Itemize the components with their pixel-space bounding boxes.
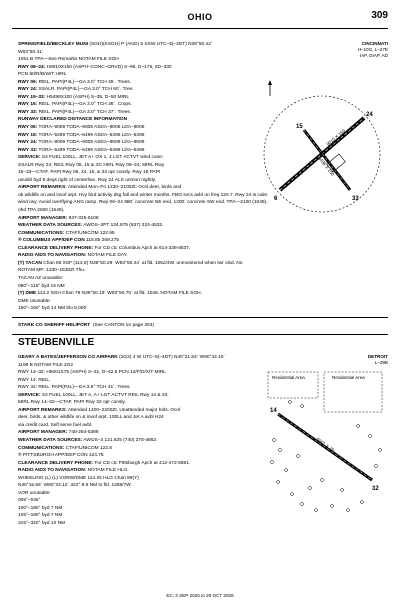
- springfield-line: ob wildlife on and invof arpt. Hvy bird activity dsg fall and winter months. FBO svcs avbl on freq 120.7. Rwy 24 is calm: [18, 192, 268, 198]
- springfield-line: RWY 15: REIL. PAPI(P4L)—GA 3.0° TCH 36´. Crops.: [18, 102, 132, 108]
- steubenville-line: ® PITTSBURGH APP/DEP CON 124.75: [18, 453, 104, 459]
- steubenville-line: WEATHER DATA SOURCES: AWOS–3 121.625 (740) 275-4862.: [18, 438, 158, 444]
- header-rule: [12, 28, 388, 29]
- steubenville-line: RWY 32: REIL. PAPI(P4L)—GA 3.6° TCH 41´. Trees.: [18, 385, 131, 391]
- residential-area-label-1: Residential Area: [272, 375, 305, 380]
- rwy-dim-14-32: 5001 X 75: [315, 436, 336, 453]
- springfield-chart: H–10G, L–27E: [357, 47, 388, 52]
- springfield-line: SSALR Rwy 24; REIL Rwy 06, 15 & 33; HIRL Rwy 06–24; MIRL Rwy: [18, 162, 165, 168]
- steubenville-line: deer, birds, & other wildlife on & invof arpt. 100LL and Jet A avbl H24: [18, 415, 164, 421]
- springfield-entry: [18, 41, 268, 313]
- state-header: OHIO: [187, 12, 213, 22]
- springfield-line: PCN 60/R/B/W/T HIRL: [18, 72, 67, 78]
- springfield-line: 150°–160° byd 14 NM blo 5,000´: [18, 306, 88, 312]
- rwy-label-33: 33: [352, 196, 359, 202]
- springfield-line: AIRPORT REMARKS: Attended Mon–Fri 1230–2100Zt. Ocnl deer, birds and: [18, 185, 182, 191]
- springfield-line: RWY 06: TORA–9009 TODA–9009 ASDA–9009 LDA–9009: [18, 125, 145, 131]
- steubenville-line: 005°–045°: [18, 498, 41, 504]
- springfield-line: DME unusable:: [18, 298, 51, 304]
- rwy-dim-15-33: 5498 X 100: [317, 155, 336, 177]
- springfield-line: unusbl byd 9 degs right of centerline. Rwy 24 ALS unmon nightly.: [18, 177, 157, 183]
- steubenville-region: DETROIT: [367, 354, 388, 359]
- springfield-line: SPRINGFIELD/BECKLEY MUNI (SGH)(KSGH) P (ANG) 5 SSW UTC–5(–4DT) N39°50.42´: [18, 42, 213, 47]
- springfield-line: RWY 33: REIL. PAPI(P4L)—GA 3.0° TCH 37´. Trees.: [18, 109, 132, 115]
- springfield-line: ohd TPA 2600 (1549).: [18, 208, 65, 214]
- steubenville-line: COMMUNICATIONS: CTAF/UNICOM 122.8: [18, 445, 112, 451]
- springfield-line: W83°50.41´: [18, 49, 44, 55]
- springfield-line: COMMUNICATIONS: CTAF/UNICOM 122.95: [18, 230, 115, 236]
- steubenville-line: RADIO AIDS TO NAVIGATION: NOTAM FILE HLG.: [18, 468, 129, 474]
- springfield-line: RWY 15–33: H5498X100 (ASPH) S–35, D–50 MIRL: [18, 94, 130, 100]
- steubenville-chart: L–29B: [374, 360, 388, 365]
- steubenville-line: GEARY A BATES/JEFFERSON CO AIRPARK (2G2) 4 W UTC–5(–4DT) N40°21.64´ W80°42.10´: [18, 355, 226, 360]
- springfield-line: TACAN AZ unusable:: [18, 275, 64, 281]
- steubenville-line: CLEARANCE DELIVERY PHONE: For CD ctc Pittsburgh Apch at 412-472-5591.: [18, 460, 191, 466]
- springfield-airport-diagram: [262, 78, 388, 224]
- springfield-line: RADIO AIDS TO NAVIGATION: NOTAM FILE DAY.: [18, 253, 128, 259]
- springfield-line: RWY 15: TORA–5499 TODA–5499 ASDA–5499 LDA–5499: [18, 132, 145, 138]
- steubenville-line: VOR unusable:: [18, 490, 51, 496]
- rwy-label-14: 14: [270, 408, 277, 414]
- steubenville-line: RWY 14–32: H5001X75 (ASPH) S–31, D–42.5 PCN 12/F/D/X/T MIRL: [18, 370, 166, 376]
- stark-note: (See CANTON on page 263): [92, 323, 155, 328]
- rwy-label-24: 24: [366, 112, 373, 118]
- rwy-label-15: 15: [296, 124, 303, 130]
- steubenville-line: SERVICE: S2 FUEL 100LL, JET A, A+ LGT ACTVT REIL Rwy 14 & 32;: [18, 392, 169, 398]
- steubenville-line: 100°–180° byd 7 NM: [18, 505, 63, 511]
- steubenville-line: 315°–320° byd 10 NM: [18, 521, 66, 527]
- springfield-procedures: IAP, DIAP, AD: [359, 53, 388, 58]
- springfield-line: 15–33—CTAF. PAPI Rwy 06, 24, 15, & 33 opr consly. Rwy 15 PAPI: [18, 170, 161, 176]
- steubenville-line: RWY 14: REIL.: [18, 377, 51, 383]
- springfield-line: RWY 06: REIL. PAPI(P4L)—GA 3.0° TCH 45´. Trees.: [18, 79, 132, 85]
- steubenville-city: STEUBENVILLE: [18, 337, 95, 348]
- springfield-line: CLEARANCE DELIVERY PHONE: For CD ctc Columbus Apch at 614-338-8537.: [18, 245, 191, 251]
- steubenville-entry: [18, 354, 225, 528]
- stark-rule: [12, 334, 388, 335]
- steubenville-airport-diagram: [262, 370, 388, 522]
- springfield-line: (T) TACAN Chan 65 XSF (113.8) N39°50.29´ W83°50.44´ at fld. 1052/4W. unmonitored when twr clsd. No: [18, 260, 243, 266]
- steubenville-line: 105°–190° byd 7 NM: [18, 513, 63, 519]
- springfield-line: RWY 06–24: H9010X150 (ASPH–CONC–GRVD) S–66, D–175, 2D–330: [18, 64, 172, 70]
- springfield-side-info: [358, 41, 388, 59]
- page-number: 309: [371, 10, 388, 21]
- stark-name: STARK CO SHERIFF HELIPORT: [18, 323, 91, 328]
- steubenville-line: 1198 B NOTAM FILE 2G2: [18, 362, 74, 368]
- rwy-label-32: 32: [372, 486, 379, 492]
- springfield-line: RWY 24: TORA–9009 TODA–9009 ASDA–9009 LDA–9009: [18, 140, 145, 146]
- steubenville-line: N40°15.59´ W80°34.12´ 322° 8.6 NM to fld. 1269/7W.: [18, 483, 132, 489]
- steubenville-line: WHEELING (L) (L) VORW/DME 114.25 HLG Chan 89(Y): [18, 475, 139, 481]
- stark-heliport-entry: [18, 322, 154, 330]
- residential-area-label-2: Residential Area: [332, 375, 365, 380]
- springfield-rule: [12, 317, 388, 318]
- springfield-line: RWY 33: TORA–5499 TODA–5499 ASDA–5499 LDA–5499: [18, 147, 145, 153]
- springfield-line: wind rwy. Avoid overflying ANG ramp. Rwy 06–24 980´ concrete NE end, 1200´ concrete SW end. TPA—2100 (1049),: [18, 200, 268, 206]
- springfield-line: RWY 24: SSALR. PAPI(P4L)—GA 3.0° TCH 60´. Tree.: [18, 87, 134, 93]
- springfield-region: CINCINNATI: [361, 41, 388, 46]
- springfield-line: 1051 B TPA—See Remarks NOTAM FILE SGH: [18, 57, 119, 63]
- tree-markers: [271, 401, 382, 512]
- steubenville-line: via credit card. Self serve fuel avbl.: [18, 422, 93, 428]
- springfield-line: WEATHER DATA SOURCES: AWOS–3PT 134.975 (937) 324-4532.: [18, 223, 164, 229]
- springfield-line: 090°–115° byd 15 NM: [18, 283, 65, 289]
- rwy-dim-06-24: 9010 X 150: [325, 128, 347, 147]
- steubenville-line: AIRPORT MANAGER: 740-264-5388: [18, 430, 99, 436]
- steubenville-line: AIRPORT REMARKS: Attended 1400–2200Zt. Unattended major hols. Ocnl: [18, 407, 181, 413]
- rwy-label-6: 6: [274, 196, 278, 202]
- springfield-line: NOTAM MP: 1330–1530Zt Thu.: [18, 268, 86, 274]
- springfield-line: ® COLUMBUS APP/DEP CON 118.85 269.275: [18, 238, 120, 244]
- springfield-line: SERVICE: S4 FUEL 100LL, JET A+ OX 1, 4 LGT ACTVT wind cone;: [18, 155, 164, 161]
- springfield-line: AIRPORT MANAGER: 937-325-6108: [18, 215, 99, 221]
- steubenville-line: MIRL Rwy 14–32—CTAF. PAPI Rwy 32 opr consly.: [18, 400, 126, 406]
- springfield-line: RUNWAY DECLARED DISTANCE INFORMATION: [18, 117, 128, 123]
- springfield-line: (T) DME 113.2 SGH Chan 79 N39°50.19´ W83°50.70´ at fld. 1046. NOTAM FILE SGH.: [18, 291, 202, 297]
- steubenville-side-info: [368, 354, 388, 366]
- footer-effective-dates: EC, 3 SEP 2026 to 29 OCT 2026: [166, 593, 234, 598]
